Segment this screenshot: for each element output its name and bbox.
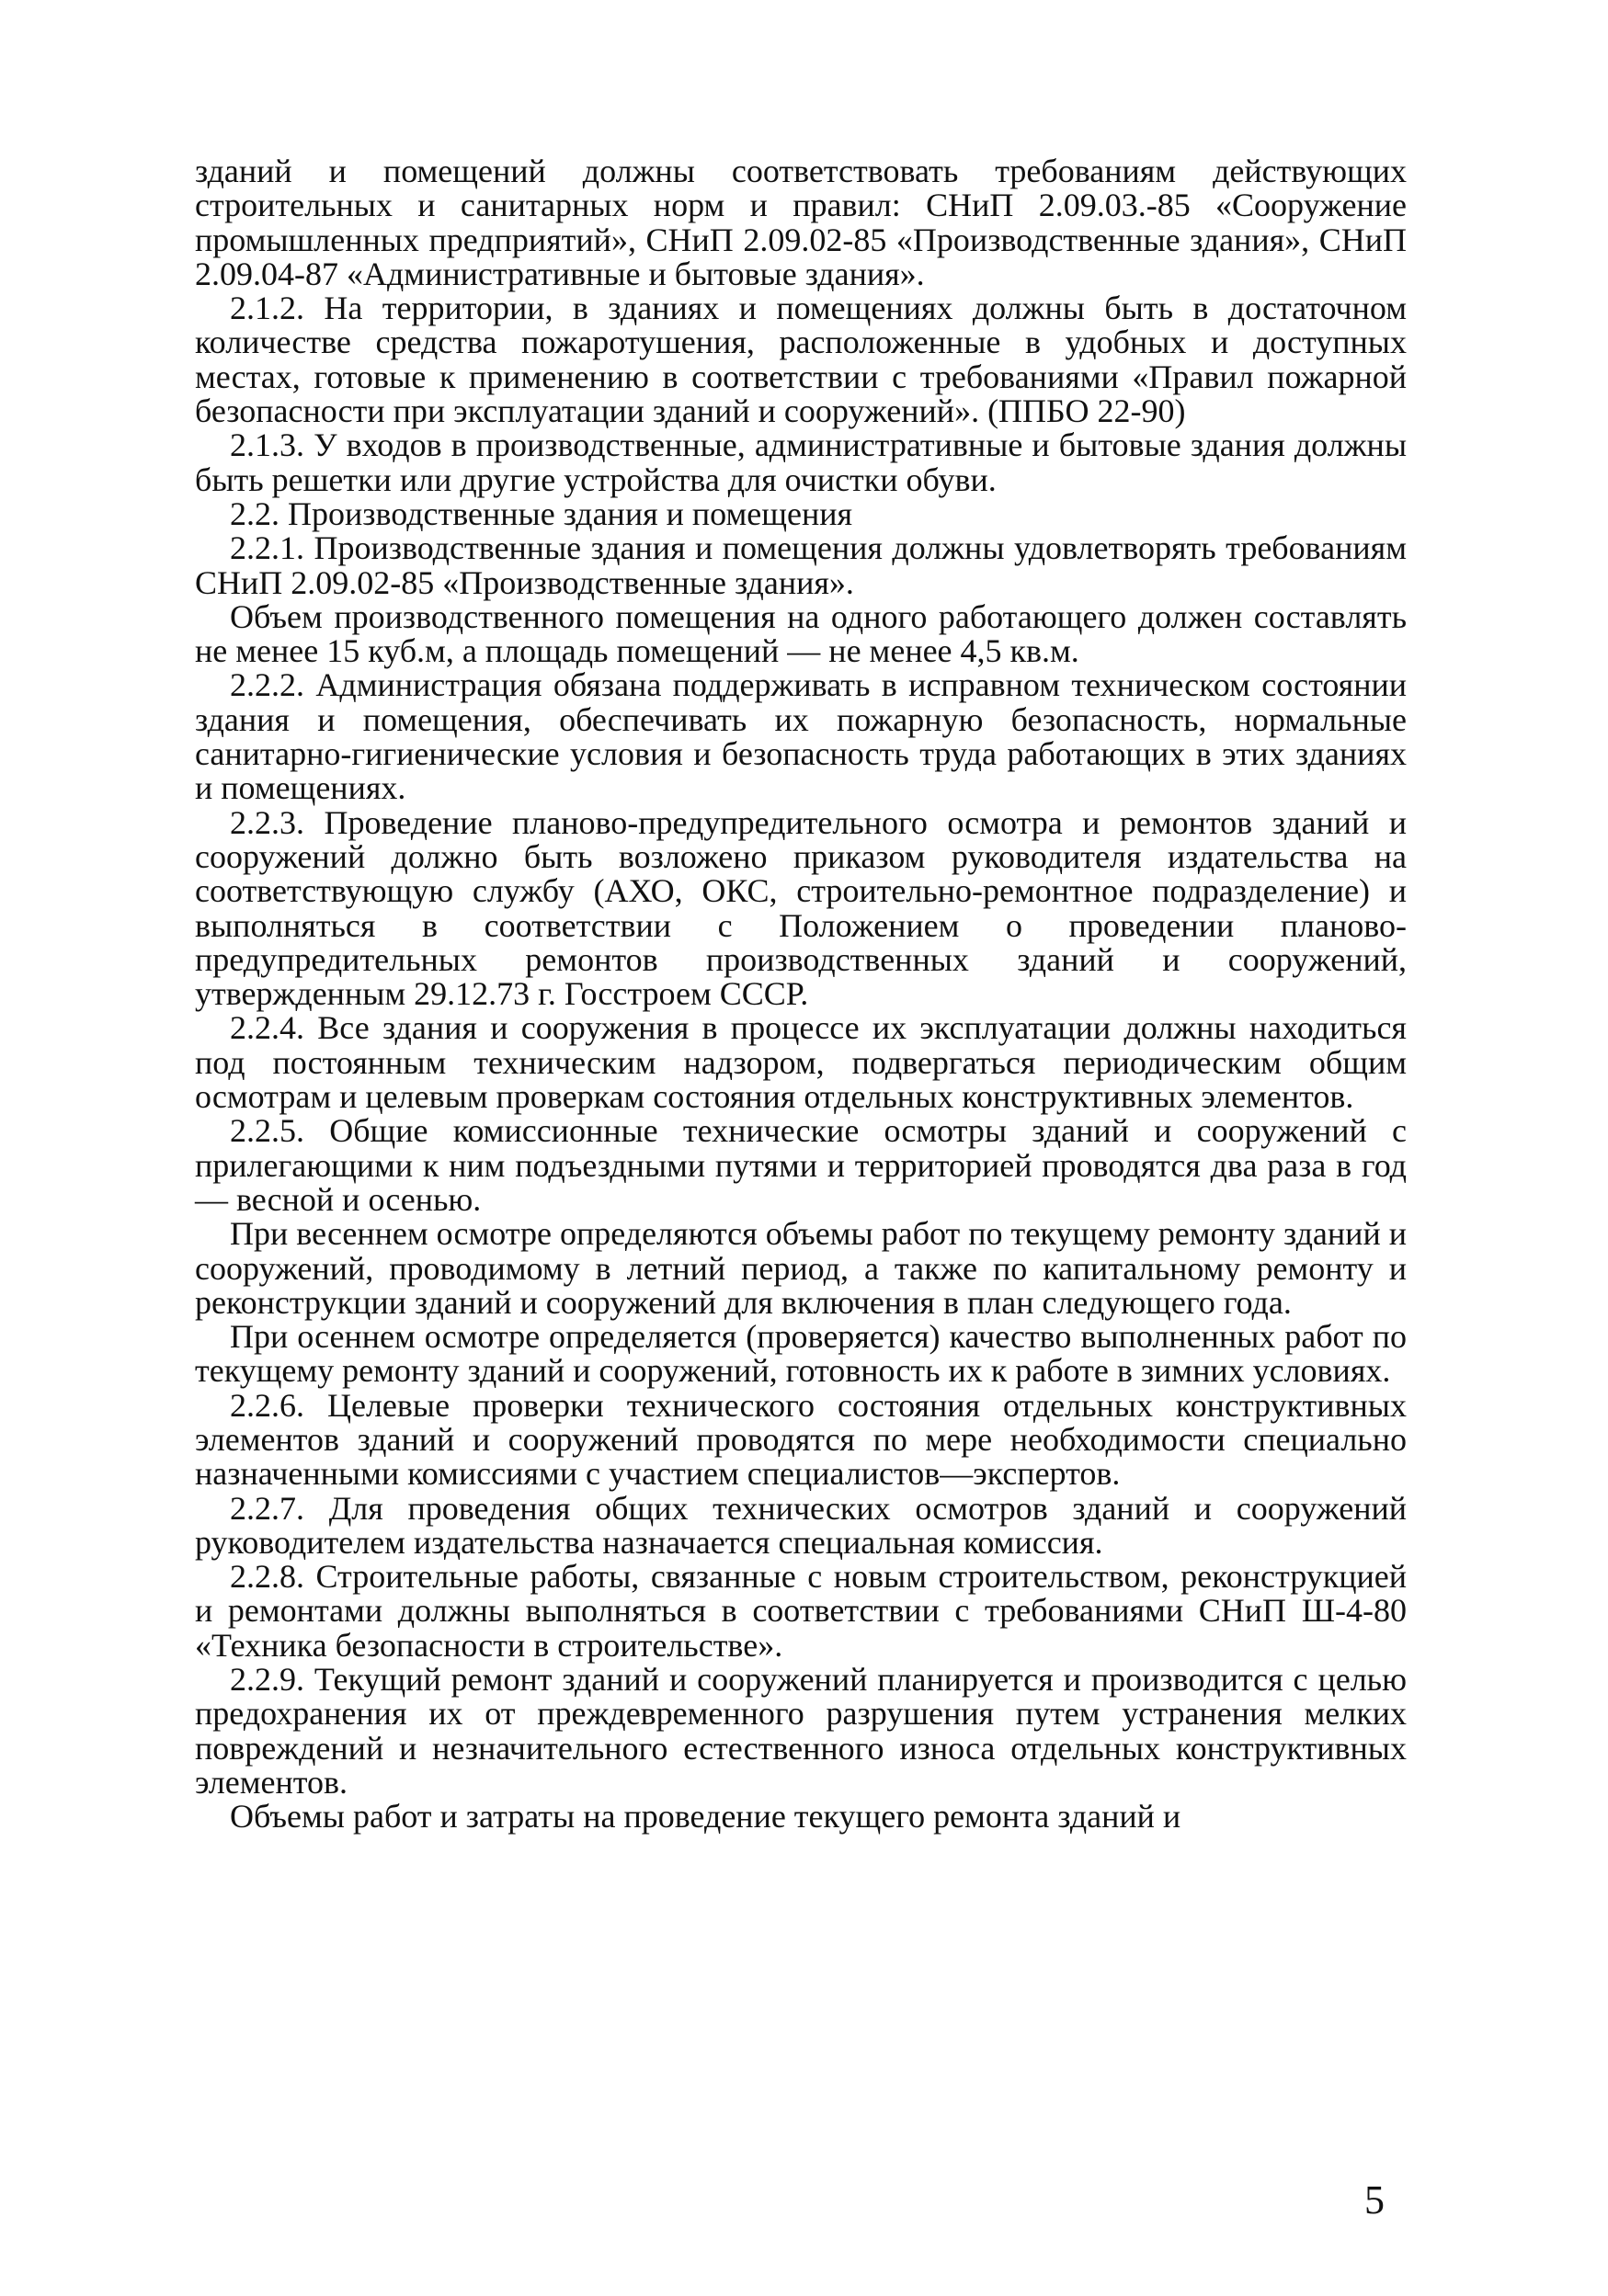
page-number: 5	[1364, 2177, 1385, 2222]
paragraph-spring-inspection: При весеннем осмотре определяются объемы работ по текущему ремонту зданий и сооружений, проводимому в летний период, а также по капитальному ремонту и реконструкции зданий и сооружений для включения в план следующего года.	[195, 1215, 1407, 1321]
paragraph-continuation: зданий и помещений должны соответствовать требованиям действующих строительных и санитарных норм и правил: СНиП 2.09.03.-85 «Сооружение промышленных предприятий», СНиП 2.09.02-85 «Производственные здания», СНиП 2.09.04-87 «Административные и бытовые здания».	[195, 153, 1407, 292]
paragraph-2-2-5: 2.2.5. Общие комиссионные технические осмотры зданий и сооружений с прилегающими к ним подъездными путями и территорией проводятся два раза в год — весной и осенью.	[195, 1112, 1407, 1218]
paragraph-2-2-6: 2.2.6. Целевые проверки технического состояния отдельных конструктивных элементов зданий и сооружений проводятся по мере необходимости специально назначенными комиссиями с участием специалистов—экспертов.	[195, 1386, 1407, 1493]
paragraph-2-2-4: 2.2.4. Все здания и сооружения в процессе их эксплуатации должны находиться под постоянным техническим надзором, подвергаться периодическим общим осмотрам и целевым проверкам состояния отдельных конструктивных элементов.	[195, 1009, 1407, 1116]
paragraph-volume-norm: Объем производственного помещения на одного работающего должен составлять не менее 15 куб.м, а площадь помещений — не менее 4,5 кв.м.	[195, 597, 1407, 670]
paragraph-2-2-2: 2.2.2. Администрация обязана поддерживать в исправном техническом состоянии здания и помещения, обеспечивать их пожарную безопасность, нормальные санитарно-гигиенические условия и безопасность труда работающих в этих зданиях и помещениях.	[195, 666, 1407, 807]
paragraph-2-1-3: 2.1.3. У входов в производственные, административные и бытовые здания должны быть решетки или другие устройства для очистки обуви.	[195, 426, 1407, 498]
paragraph-2-2-3: 2.2.3. Проведение планово-предупредительного осмотра и ремонтов зданий и сооружений должно быть возложено приказом руководителя издательства на соответствующую службу (АХО, ОКС, строительно-ремонтное подразделение) и выполняться в соответствии с Положением о проведении планово-предупредительных ремонтов производственных зданий и сооружений, утвержденным 29.12.73 г. Госстроем СССР.	[195, 803, 1407, 1013]
paragraph-2-2-9: 2.2.9. Текущий ремонт зданий и сооружений планируется и производится с целью предохранения их от преждевременного разрушения путем устранения мелких повреждений и незначительного естественного износа отдельных конструктивных элементов.	[195, 1661, 1407, 1801]
paragraph-repair-volumes: Объемы работ и затраты на проведение текущего ремонта зданий и	[230, 1798, 1181, 1836]
paragraph-2-2-7: 2.2.7. Для проведения общих технических осмотров зданий и сооружений руководителем издательства назначается специальная комиссия.	[195, 1489, 1407, 1561]
paragraph-autumn-inspection: При осеннем осмотре определяется (проверяется) качество выполненных работ по текущему ремонту зданий и сооружений, готовность их к работе в зимних условиях.	[195, 1318, 1407, 1390]
paragraph-2-1-2: 2.1.2. На территории, в зданиях и помещениях должны быть в достаточном количестве средства пожаротушения, расположенные в удобных и доступных местах, готовые к применению в соответствии с требованиями «Правил пожарной безопасности при эксплуатации зданий и сооружений». (ППБО 22-90)	[195, 290, 1407, 430]
paragraph-2-2-1: 2.2.1. Производственные здания и помещения должны удовлетворять требованиям СНиП 2.09.02-85 «Производственные здания».	[195, 529, 1407, 601]
section-heading-2-2: 2.2. Производственные здания и помещения	[230, 494, 853, 532]
body-text	[195, 154, 1407, 1835]
paragraph-2-2-8: 2.2.8. Строительные работы, связанные с новым строительством, реконструкцией и ремонтами должны выполняться в соответствии с требованиями СНиП Ш-4-80 «Техника безопасности в строительстве».	[195, 1558, 1407, 1664]
